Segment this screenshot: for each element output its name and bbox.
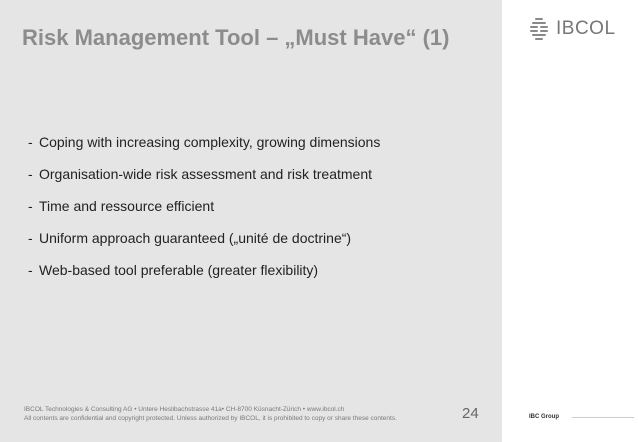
- bullet-marker: -: [28, 166, 33, 182]
- page-number: 24: [462, 405, 479, 422]
- footer: [24, 405, 444, 423]
- bullet-item: [28, 261, 380, 293]
- footer-divider: [572, 417, 634, 418]
- bullet-text: Coping with increasing complexity, growing dimensions: [39, 134, 381, 150]
- bullet-marker: -: [28, 198, 33, 214]
- ibcol-logo-icon: [528, 17, 550, 41]
- bullet-item: [28, 229, 380, 261]
- footer-company-line: IBCOL Technologies & Consulting AG • Untere Heslibachstrasse 41a• CH-8700 Küsnacht-Zürich • www.ibcol.ch: [24, 406, 345, 413]
- bullet-marker: -: [28, 262, 33, 278]
- ibc-group-label: IBC Group: [529, 414, 559, 420]
- ibcol-logo: [528, 17, 616, 41]
- bullet-list: [28, 133, 380, 293]
- bullet-marker: -: [28, 230, 33, 246]
- bullet-item: [28, 197, 380, 229]
- footer-confidential-line: All contents are confidential and copyright protected. Unless authorized by IBCOL, it is prohibited to copy or share these contents.: [24, 415, 397, 422]
- bullet-marker: -: [28, 134, 33, 150]
- bullet-item: [28, 165, 380, 197]
- bullet-item: [28, 133, 380, 165]
- bullet-text: Organisation-wide risk assessment and risk treatment: [39, 166, 373, 182]
- logo-text: IBCOL: [556, 18, 616, 39]
- bullet-text: Web-based tool preferable (greater flexibility): [39, 262, 319, 278]
- bullet-text: Uniform approach guaranteed („unité de doctrine“): [39, 230, 352, 246]
- bullet-text: Time and ressource efficient: [39, 198, 215, 214]
- slide-title: Risk Management Tool – „Must Have“ (1): [22, 25, 450, 50]
